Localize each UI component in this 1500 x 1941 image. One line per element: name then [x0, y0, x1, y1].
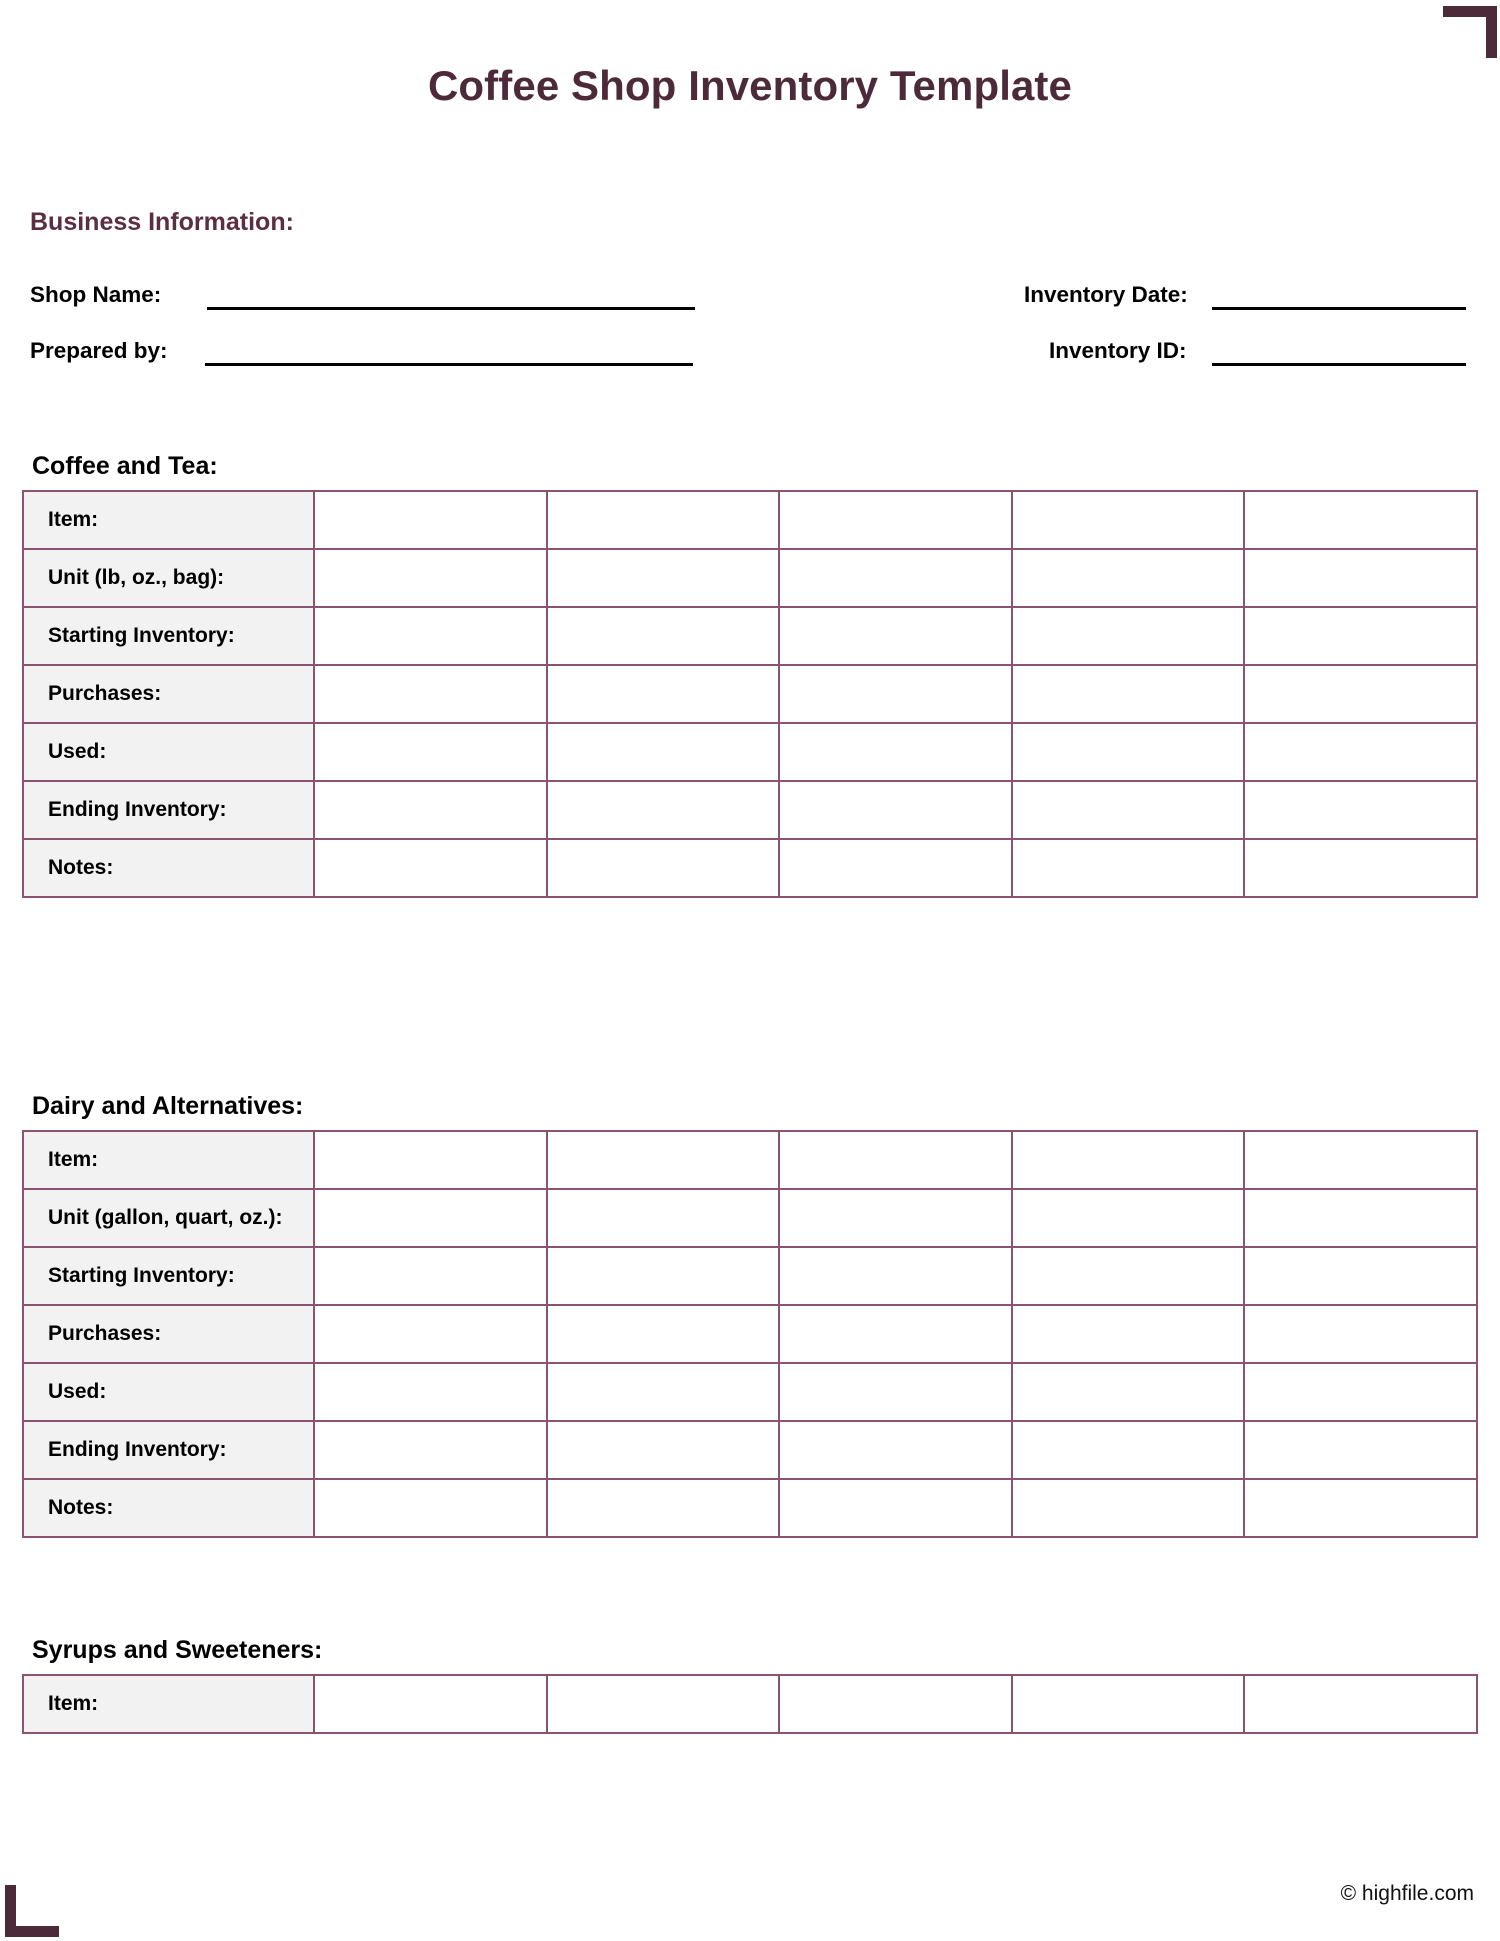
data-cell[interactable] [779, 723, 1012, 781]
row-label-cell: Item: [23, 491, 314, 549]
table-row [23, 1421, 1477, 1479]
data-cell[interactable] [547, 723, 780, 781]
data-cell[interactable] [314, 723, 547, 781]
data-cell[interactable] [1012, 607, 1245, 665]
inventory-id-input[interactable] [1212, 337, 1466, 366]
data-cell[interactable] [1244, 1675, 1477, 1733]
row-label-cell: Item: [23, 1675, 314, 1733]
data-cell[interactable] [1012, 491, 1245, 549]
data-cell[interactable] [314, 1675, 547, 1733]
data-cell[interactable] [547, 1305, 780, 1363]
row-label-cell: Starting Inventory: [23, 607, 314, 665]
table-row [23, 839, 1477, 897]
row-label-cell: Purchases: [23, 665, 314, 723]
data-cell[interactable] [314, 1131, 547, 1189]
data-cell[interactable] [779, 1131, 1012, 1189]
table-row [23, 1479, 1477, 1537]
data-cell[interactable] [779, 1363, 1012, 1421]
data-cell[interactable] [1012, 1131, 1245, 1189]
data-cell[interactable] [779, 781, 1012, 839]
prepared-by-label: Prepared by: [30, 337, 168, 363]
data-cell[interactable] [1244, 1421, 1477, 1479]
data-cell[interactable] [1244, 665, 1477, 723]
table-row [23, 1131, 1477, 1189]
section-dairy-and-alternatives [22, 1092, 1476, 1538]
data-cell[interactable] [1244, 607, 1477, 665]
data-cell[interactable] [1244, 1305, 1477, 1363]
inventory-id-label: Inventory ID: [1049, 337, 1187, 363]
row-label-cell: Unit (gallon, quart, oz.): [23, 1189, 314, 1247]
data-cell[interactable] [1012, 665, 1245, 723]
row-label-cell: Notes: [23, 1479, 314, 1537]
page-title: Coffee Shop Inventory Template [428, 62, 1072, 109]
data-cell[interactable] [1012, 1247, 1245, 1305]
data-cell[interactable] [1244, 491, 1477, 549]
data-cell[interactable] [1244, 1189, 1477, 1247]
data-cell[interactable] [547, 1247, 780, 1305]
data-cell[interactable] [779, 1189, 1012, 1247]
prepared-by-input[interactable] [205, 337, 693, 366]
data-cell[interactable] [1012, 1189, 1245, 1247]
row-label-cell: Starting Inventory: [23, 1247, 314, 1305]
shop-name-input[interactable] [207, 281, 695, 310]
inventory-table [22, 1674, 1478, 1734]
data-cell[interactable] [1012, 1675, 1245, 1733]
footer-credit: © highfile.com [1340, 1882, 1474, 1905]
row-label-cell: Unit (lb, oz., bag): [23, 549, 314, 607]
table-row [23, 1247, 1477, 1305]
prepared-by-field[interactable] [30, 337, 693, 366]
data-cell[interactable] [1012, 839, 1245, 897]
data-cell[interactable] [314, 1305, 547, 1363]
data-cell[interactable] [1244, 1479, 1477, 1537]
data-cell[interactable] [779, 839, 1012, 897]
data-cell[interactable] [314, 607, 547, 665]
business-info-row-2 [0, 337, 1500, 385]
data-cell[interactable] [1012, 781, 1245, 839]
inventory-date-label: Inventory Date: [1024, 281, 1188, 307]
data-cell[interactable] [547, 1363, 780, 1421]
row-label-cell: Ending Inventory: [23, 781, 314, 839]
corner-bracket-top-right [1443, 6, 1497, 58]
data-cell[interactable] [314, 1479, 547, 1537]
data-cell[interactable] [1012, 1479, 1245, 1537]
table-row [23, 1675, 1477, 1733]
table-row [23, 607, 1477, 665]
data-cell[interactable] [779, 1479, 1012, 1537]
table-row [23, 1305, 1477, 1363]
data-cell[interactable] [314, 839, 547, 897]
data-cell[interactable] [547, 1421, 780, 1479]
data-cell[interactable] [314, 549, 547, 607]
data-cell[interactable] [779, 607, 1012, 665]
business-info-row-1 [0, 281, 1500, 329]
data-cell[interactable] [1012, 1305, 1245, 1363]
data-cell[interactable] [779, 491, 1012, 549]
row-label-cell: Used: [23, 723, 314, 781]
data-cell[interactable] [1244, 1131, 1477, 1189]
data-cell[interactable] [547, 1675, 780, 1733]
data-cell[interactable] [314, 665, 547, 723]
section-heading: Coffee and Tea: [32, 452, 218, 480]
inventory-date-field[interactable] [1024, 281, 1466, 310]
table-row [23, 723, 1477, 781]
row-label-cell: Purchases: [23, 1305, 314, 1363]
data-cell[interactable] [547, 1189, 780, 1247]
table-row [23, 1363, 1477, 1421]
data-cell[interactable] [1244, 1247, 1477, 1305]
data-cell[interactable] [314, 781, 547, 839]
business-information-heading: Business Information: [30, 208, 294, 236]
inventory-table [22, 490, 1478, 898]
table-row [23, 665, 1477, 723]
section-syrups-and-sweeteners [22, 1636, 1476, 1734]
inventory-date-input[interactable] [1212, 281, 1466, 310]
data-cell[interactable] [547, 665, 780, 723]
table-row [23, 1189, 1477, 1247]
data-cell[interactable] [314, 491, 547, 549]
inventory-id-field[interactable] [1049, 337, 1466, 366]
data-cell[interactable] [779, 1247, 1012, 1305]
data-cell[interactable] [779, 549, 1012, 607]
data-cell[interactable] [547, 491, 780, 549]
data-cell[interactable] [1012, 723, 1245, 781]
data-cell[interactable] [1244, 549, 1477, 607]
data-cell[interactable] [547, 781, 780, 839]
shop-name-label: Shop Name: [30, 281, 162, 307]
table-row [23, 549, 1477, 607]
shop-name-field[interactable] [30, 281, 695, 310]
data-cell[interactable] [547, 607, 780, 665]
data-cell[interactable] [779, 1675, 1012, 1733]
data-cell[interactable] [1244, 839, 1477, 897]
data-cell[interactable] [779, 1421, 1012, 1479]
inventory-table [22, 1130, 1478, 1538]
row-label-cell: Notes: [23, 839, 314, 897]
table-row [23, 781, 1477, 839]
data-cell[interactable] [1012, 1421, 1245, 1479]
section-heading: Syrups and Sweeteners: [32, 1636, 323, 1664]
data-cell[interactable] [1244, 781, 1477, 839]
data-cell[interactable] [314, 1421, 547, 1479]
data-cell[interactable] [1244, 1363, 1477, 1421]
row-label-cell: Item: [23, 1131, 314, 1189]
corner-bracket-bottom-left [5, 1885, 59, 1937]
section-heading: Dairy and Alternatives: [32, 1092, 304, 1120]
data-cell[interactable] [314, 1247, 547, 1305]
data-cell[interactable] [1244, 723, 1477, 781]
data-cell[interactable] [314, 1363, 547, 1421]
data-cell[interactable] [547, 549, 780, 607]
row-label-cell: Ending Inventory: [23, 1421, 314, 1479]
data-cell[interactable] [547, 1131, 780, 1189]
data-cell[interactable] [1012, 549, 1245, 607]
table-row [23, 491, 1477, 549]
data-cell[interactable] [779, 665, 1012, 723]
data-cell[interactable] [547, 1479, 780, 1537]
row-label-cell: Used: [23, 1363, 314, 1421]
data-cell[interactable] [1012, 1363, 1245, 1421]
data-cell[interactable] [779, 1305, 1012, 1363]
data-cell[interactable] [547, 839, 780, 897]
data-cell[interactable] [314, 1189, 547, 1247]
section-coffee-and-tea [22, 452, 1476, 898]
